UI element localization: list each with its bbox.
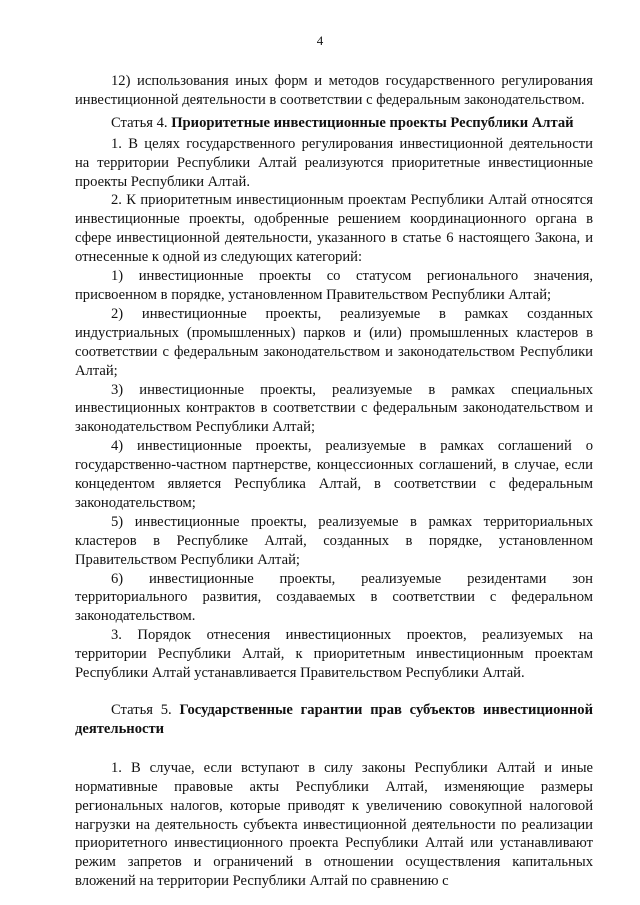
article-4-part-2-item-2: 2) инвестиционные проекты, реализуемые в рамках созданных индустриальных (промышленных) парков и (или) промышленных кластеров в соответствии с федеральным законодательством и законодательством Республики Алтай; xyxy=(75,305,593,379)
article-4-part-2-item-5: 5) инвестиционные проекты, реализуемые в рамках территориальных кластеров в Республике Алтай, созданных в порядке, установленном Правительством Республики Алтай; xyxy=(75,513,593,568)
article-4-part-2-item-1: 1) инвестиционные проекты со статусом регионального значения, присвоенном в порядке, установленном Правительством Республики Алтай; xyxy=(75,268,593,303)
article-4-part-1: 1. В целях государственного регулирования инвестиционной деятельности на территории Республики Алтай реализуются приоритетные инвестиционные проекты Республики Алтай. xyxy=(75,135,593,190)
article-4-part-2-item-6: 6) инвестиционные проекты, реализуемые резидентами зон территориального развития, создаваемых в соответствии с федеральном законодательством. xyxy=(75,570,593,625)
article-5-heading xyxy=(75,701,593,739)
paragraph-item-12: 12) использования иных форм и методов государственного регулирования инвестиционной деятельности в соответствии с федеральным законодательством. xyxy=(75,73,593,108)
article-4-part-3: 3. Порядок отнесения инвестиционных проектов, реализуемых на территории Республики Алтай, к приоритетным инвестиционным проектам Республики Алтай устанавливается Правительством Республики Алтай. xyxy=(75,627,593,682)
article-5-title: Государственные гарантии прав субъектов инвестиционной деятельности xyxy=(75,702,594,737)
article-4-title: Приоритетные инвестиционные проекты Республики Алтай xyxy=(171,114,574,131)
article-4-part-2: 2. К приоритетным инвестиционным проектам Республики Алтай относятся инвестиционные проекты, одобренные решением координационного органа в сфере инвестиционной деятельности, указанного в статье 6 настоящего Закона, и отнесенные к одной из следующих категорий: xyxy=(75,192,593,266)
article-4-part-2-item-3: 3) инвестиционные проекты, реализуемые в рамках специальных инвестиционных контрактов в соответствии с федеральным законодательством и законодательством Республики Алтай; xyxy=(75,381,593,436)
article-4-label: Статья 4. xyxy=(111,114,172,131)
article-5-part-1: 1. В случае, если вступают в силу законы Республики Алтай и иные нормативные правовые акты Республики Алтай, изменяющие размеры региональных налогов, которые приводят к увеличению совокупной налоговой нагрузки на деятельность субъекта инвестиционной деятельности по реализации приоритетного инвестиционного проекта Республики Алтай или устанавливают режим запретов и ограничений в отношении осуществления капитальных вложений на территории Республики Алтай по сравнению с xyxy=(75,759,593,890)
article-4-heading xyxy=(75,114,593,133)
page-number: 4 xyxy=(316,33,324,48)
article-4-part-2-item-4: 4) инвестиционные проекты, реализуемые в рамках соглашений о государственно-частном партнерстве, концессионных соглашений, в случае, если концедентом является Республика Алтай, в соответствии с федеральным законодательством; xyxy=(75,438,593,511)
article-5-label: Статья 5. xyxy=(111,702,180,718)
document-body xyxy=(75,72,593,891)
